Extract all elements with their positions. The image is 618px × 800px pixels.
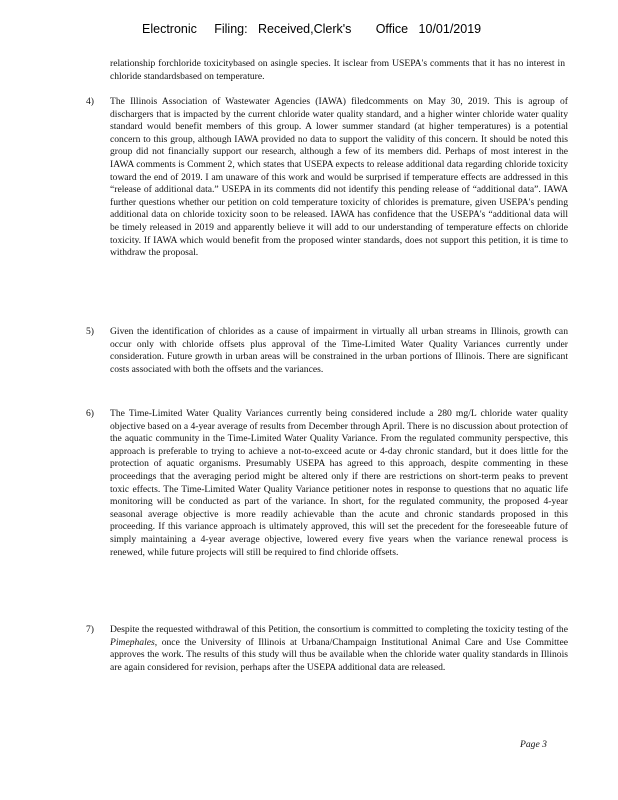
header-text: Electronic Filing: Received,Clerk's Office 10/01/2019 [142, 22, 482, 36]
item-text: The Time-Limited Water Quality Variances currently being considered include a 280 mg/L chloride water quality objective based on a 4-year average of results from December through April. There is no discussion about protection of the aquatic community in the Time-Limited Water Quality Variance. From the regulated community perspective, this approach is preferable to trying to achieve a not-to-exceed acute or 4-day chronic standard, but it does little for the protection of aquatic organisms. Presumably USEPA has agreed to this approach, despite commenting in these proceedings that the averaging period might be altered only if there are restrictions on short-term peaks to prevent toxic effects. The Time-Limited Water Quality Variance petitioner notes in response to questions that no aquatic life monitoring will be conducted as part of the variance. In short, for the regulated community, the proposed 4-year seasonal average objective is more readily achievable than the acute and chronic standards proposed in this proceeding. If this variance approach is ultimately approved, this will set the precedent for the foreseeable future of simply maintaining a 4-year average objective, lowered every five years when the variance renewal process is renewed, while future projects will still be required to find chloride offsets. [110, 408, 568, 558]
item-number: 5) [86, 326, 94, 337]
species-name-italic: Pimephales [110, 636, 155, 648]
intro-text: relationship forchloride toxicitybased on asingle species. It isclear from USEPA's comments that it has no interest in chloride standardsbased on temperature. [110, 58, 565, 82]
item-text-after: , once the University of Illinois at Urbana/Champaign Institutional Animal Care and Use Committee approves the work. The results of this study will thus be available when the chloride water quality standards in Illinois are again considered for revision, perhaps after the USEPA additional data are released. [110, 636, 568, 673]
item-number: 4) [86, 96, 94, 107]
item-text-before: Despite the requested withdrawal of this Petition, the consortium is committed to completing the toxicity testing of the [110, 624, 568, 635]
item-text: The Illinois Association of Wastewater Agencies (IAWA) filedcomments on May 30, 2019. This is agroup of dischargers that is impacted by the current chloride water quality standard, and a higher winter chloride water quality standard would benefit members of this group. A lower summer standard (at higher temperatures) is a potential concern to this group, although IAWA provided no data to support the validity of this concern. It should be noted this group did not financially support our research, although a few of its members did. Perhaps of most interest in the IAWA comments is Comment 2, which states that USEPA expects to release additional data regarding chloride toxicity toward the end of 2019. I am unaware of this work and would be surprised if temperature effects are addressed in this “release of additional data.” USEPA in its comments did not identify this pending release of “additional data”. IAWA further questions whether our petition on cold temperature toxicity of chlorides is premature, given USEPA's pending additional data on chloride toxicity soon to be released. IAWA has confidence that the USEPA's “additional data will be timely released in 2019 and apparently believe it will add to our understanding of temperature effects on chloride toxicity. If IAWA which would benefit from the proposed winter standards, does not support this petition, it is time to withdraw the proposal. [110, 96, 568, 259]
page-number: Page 3 [520, 739, 547, 750]
list-item-4 [86, 96, 568, 260]
item-text: Given the identification of chlorides as a cause of impairment in virtually all urban streams in Illinois, growth can occur only with chloride offsets plus approval of the Time-Limited Water Quality Variances currently under consideration. Future growth in urban areas will be constrained in the urban portions of Illinois. There are significant costs associated with both the offsets and the variances. [110, 326, 568, 375]
item-number: 6) [86, 408, 94, 419]
item-number: 7) [86, 624, 94, 635]
list-item-6 [86, 408, 568, 559]
electronic-filing-header [142, 22, 481, 36]
list-item-7 [86, 624, 568, 674]
intro-paragraph [110, 58, 565, 83]
item-text [110, 624, 568, 674]
list-item-5 [86, 326, 568, 376]
